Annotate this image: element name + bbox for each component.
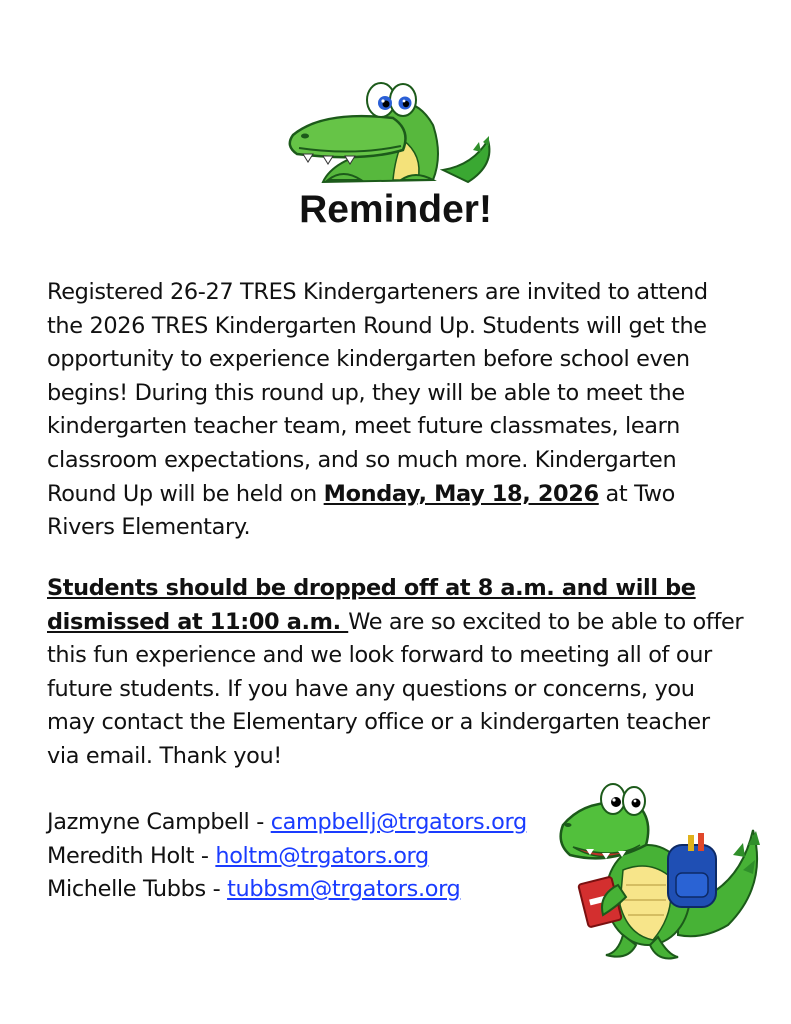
invitation-text: Registered 26-27 TRES Kindergarteners are invited to attend the 2026 TRES Kindergarten Round Up. Students will get the opportunity to experience kindergarten before school even begins! During this round up, they will be able to meet the kindergarten teacher team, meet future classmates, learn classroom expectations, and so much more. Kindergarten Round Up will be held on — [47, 279, 708, 507]
event-date: Monday, May 18, 2026 — [323, 480, 599, 507]
contact-item — [47, 840, 527, 874]
schedule-paragraph — [47, 572, 747, 774]
invitation-paragraph — [47, 276, 747, 545]
alligator-with-backpack-icon — [528, 775, 778, 965]
contact-item — [47, 873, 527, 907]
dropoff-times: Students should be dropped off at 8 a.m. and will be dismissed at 11:00 a.m. — [47, 575, 696, 635]
alligator-peeking-icon — [283, 70, 497, 188]
email-link[interactable]: campbellj@trgators.org — [270, 809, 527, 835]
contact-name: Meredith Holt - — [47, 842, 216, 869]
page-title: Reminder! — [299, 188, 492, 231]
email-link[interactable]: holtm@trgators.org — [215, 842, 429, 869]
contact-name: Michelle Tubbs - — [47, 876, 228, 903]
email-link[interactable]: tubbsm@trgators.org — [227, 876, 461, 903]
closing-text: We are so excited to be able to offer this fun experience and we look forward to meeting all of our future students. If you have any questions or concerns, you may contact the Elementary office or a kindergarten teacher via email. Thank you! — [47, 608, 744, 769]
invitation-location: at Two Rivers Elementary. — [47, 480, 676, 541]
contact-list — [47, 806, 527, 907]
contact-name: Jazmyne Campbell - — [47, 809, 271, 835]
contact-item — [47, 806, 527, 840]
